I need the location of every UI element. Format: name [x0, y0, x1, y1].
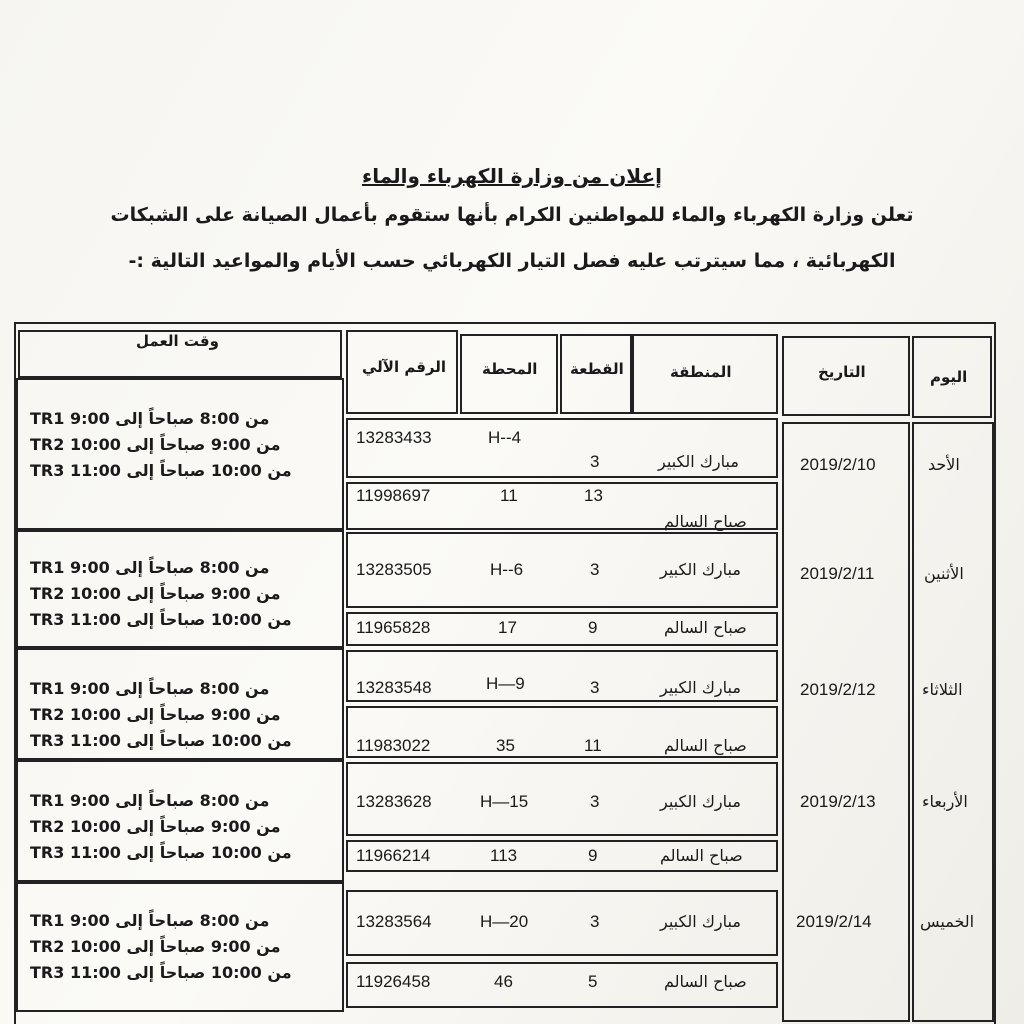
area-value: مبارك الكبير: [660, 792, 741, 811]
block-value: 9: [588, 846, 598, 865]
station-value: 17: [498, 618, 517, 637]
area-value: مبارك الكبير: [660, 912, 741, 931]
time-slot: TR2 من 9:00 صباحاً إلى 10:00: [30, 705, 281, 724]
auto-number: 13283433: [356, 428, 432, 447]
station-value: H--6: [490, 560, 524, 579]
auto-number: 11966214: [356, 846, 431, 865]
auto-number: 13283505: [356, 560, 432, 579]
day-label: الخميس: [920, 912, 975, 931]
date-value: 2019/2/14: [796, 912, 872, 931]
station-value: H—9: [486, 674, 525, 693]
station-value: H--4: [488, 428, 522, 447]
area-value: صباح السالم: [664, 618, 747, 637]
area-value: مبارك الكبير: [658, 452, 739, 471]
time-slot: TR1 من 8:00 صباحاً إلى 9:00: [30, 679, 270, 698]
announcement-title: إعلان من وزارة الكهرباء والماء: [362, 164, 662, 188]
header-date: التاريخ: [818, 363, 866, 381]
area-value: صباح السالم: [664, 512, 747, 531]
time-slot: TR2 من 9:00 صباحاً إلى 10:00: [30, 584, 281, 603]
header-block: القطعة: [570, 360, 624, 378]
station-value: H—15: [480, 792, 529, 811]
day-label: الأحد: [928, 455, 960, 474]
auto-number: 11998697: [356, 486, 431, 505]
block-value: 5: [588, 972, 598, 991]
time-slot: TR2 من 9:00 صباحاً إلى 10:00: [30, 435, 281, 454]
date-value: 2019/2/11: [800, 564, 875, 583]
time-slot: TR2 من 9:00 صباحاً إلى 10:00: [30, 817, 281, 836]
intro-line-2: الكهربائية ، مما سيترتب عليه فصل التيار الكهربائي حسب الأيام والمواعيد التالية :-: [128, 250, 896, 272]
block-value: 9: [588, 618, 598, 637]
day-label: الأثنين: [924, 564, 964, 583]
auto-number: 13283564: [356, 912, 432, 931]
station-value: 35: [496, 736, 515, 755]
date-column-cell: [782, 422, 910, 1022]
date-value: 2019/2/12: [800, 680, 876, 699]
station-value: H—20: [480, 912, 529, 931]
block-value: 3: [590, 452, 600, 471]
time-slot: TR1 من 8:00 صباحاً إلى 9:00: [30, 911, 270, 930]
area-value: صباح السالم: [664, 736, 747, 755]
time-slot: TR1 من 8:00 صباحاً إلى 9:00: [30, 409, 270, 428]
block-value: 3: [590, 678, 600, 697]
header-station: المحطة: [482, 360, 538, 378]
auto-number: 11983022: [356, 736, 431, 755]
auto-number: 13283548: [356, 678, 432, 697]
block-value: 13: [584, 486, 603, 505]
day-label: الأربعاء: [922, 792, 968, 811]
intro-line-1: تعلن وزارة الكهرباء والماء للمواطنين الكرام بأنها ستقوم بأعمال الصيانة على الشبكات: [110, 204, 914, 226]
time-slot: TR3 من 10:00 صباحاً إلى 11:00: [30, 461, 292, 480]
block-value: 3: [590, 912, 600, 931]
station-value: 11: [500, 486, 518, 505]
area-value: صباح السالم: [660, 846, 743, 865]
time-slot: TR3 من 10:00 صباحاً إلى 11:00: [30, 610, 292, 629]
auto-number: 13283628: [356, 792, 432, 811]
day-label: الثلاثاء: [922, 680, 963, 699]
station-value: 46: [494, 972, 513, 991]
time-slot: TR3 من 10:00 صباحاً إلى 11:00: [30, 963, 292, 982]
auto-number: 11965828: [356, 618, 431, 637]
time-slot: TR1 من 8:00 صباحاً إلى 9:00: [30, 791, 270, 810]
block-value: 3: [590, 560, 600, 579]
work-time-list: [30, 406, 330, 484]
area-value: صباح السالم: [664, 972, 747, 991]
work-time-list: [30, 788, 330, 866]
work-time-list: [30, 908, 330, 986]
block-value: 11: [584, 736, 602, 755]
date-value: 2019/2/10: [800, 455, 876, 474]
time-slot: TR2 من 9:00 صباحاً إلى 10:00: [30, 937, 281, 956]
area-value: مبارك الكبير: [660, 560, 741, 579]
time-slot: TR3 من 10:00 صباحاً إلى 11:00: [30, 731, 292, 750]
header-area: المنطقة: [670, 363, 732, 381]
date-value: 2019/2/13: [800, 792, 876, 811]
work-time-list: [30, 555, 330, 633]
header-day: اليوم: [930, 368, 968, 386]
block-value: 3: [590, 792, 600, 811]
work-time-list: [30, 676, 330, 754]
day-column-cell: [912, 422, 994, 1022]
time-slot: TR1 من 8:00 صباحاً إلى 9:00: [30, 558, 270, 577]
station-value: 113: [490, 846, 518, 865]
header-work-time: وقت العمل: [136, 332, 219, 350]
header-auto-number: الرقم الآلي: [362, 358, 447, 376]
auto-number: 11926458: [356, 972, 431, 991]
area-value: مبارك الكبير: [660, 678, 741, 697]
time-slot: TR3 من 10:00 صباحاً إلى 11:00: [30, 843, 292, 862]
